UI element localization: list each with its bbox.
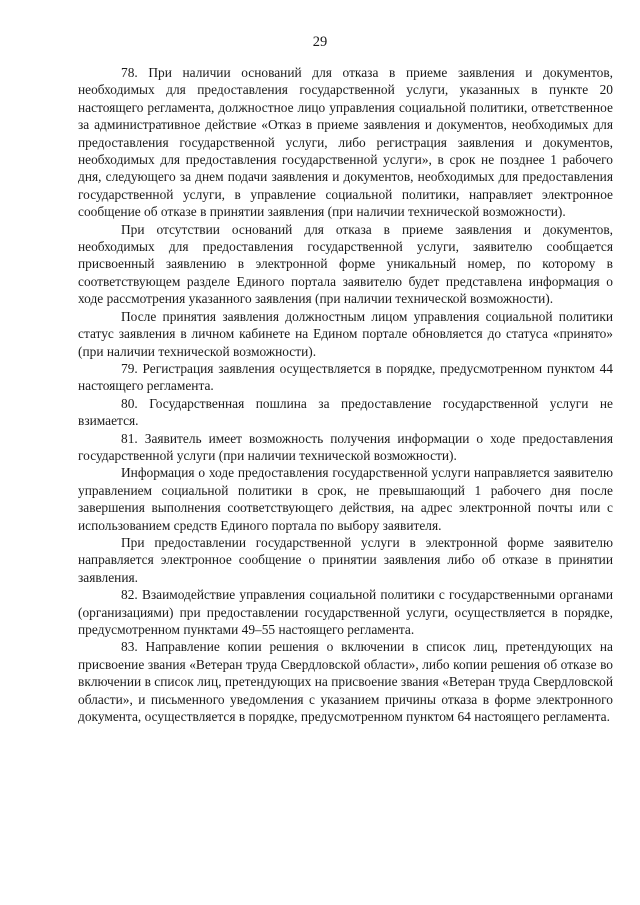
paragraph-81: 81. Заявитель имеет возможность получения информации о ходе предоставления государственной услуги (при наличии технической возможности). (78, 430, 613, 463)
paragraph-status-accepted: После принятия заявления должностным лицом управления социальной политики статус заявления в личном кабинете на Едином портале обновляется до статуса «принято» (при наличии технической возможности). (78, 308, 613, 359)
paragraph-82: 82. Взаимодействие управления социальной политики с государственными органами (организациями) при предоставлении государственной услуги, осуществляется в порядке, предусмотренном пунктами 49–55 настоящего регламента. (78, 587, 613, 637)
paragraph-79: 79. Регистрация заявления осуществляется в порядке, предусмотренном пунктом 44 настоящего регламента. (78, 360, 613, 394)
paragraph-electronic-form: При предоставлении государственной услуги в электронной форме заявителю направляется электронное сообщение о принятии заявления либо об отказе в принятии заявления. (78, 534, 613, 585)
paragraph-78: 78. При наличии оснований для отказа в приеме заявления и документов, необходимых для предоставления государственной услуги, указанных в пункте 20 настоящего регламента, должностное лицо управления социальной политики, ответственное за административное действие «Отказ в приеме заявления и документов, необходимых для предоставления государственной услуги, либо регистрация заявления и документов, необходимых для предоставления государственной услуги», в срок не позднее 1 рабочего дня, следующего за днем подачи заявления и документов, необходимых для предоставления государственной услуги, в управление социальной политики, направляет электронное сообщение об отказе в принятии заявления (при наличии технической возможности). (78, 65, 613, 220)
page-number: 29 (312, 34, 328, 50)
paragraph-80: 80. Государственная пошлина за предоставление государственной услуги не взимается. (78, 395, 613, 429)
paragraph-no-refusal-grounds: При отсутствии оснований для отказа в приеме заявления и документов, необходимых для предоставления государственной услуги, заявителю сообщается присвоенный заявлению в электронной форме уникальный номер, по которому в соответствующем разделе Единого портала заявителю будет представлена информация о ходе рассмотрения указанного заявления (при наличии технической возможности). (78, 221, 613, 307)
paragraph-83: 83. Направление копии решения о включении в список лиц, претендующих на присвоение звания «Ветеран труда Свердловской области», либо копии решения об отказе во включении в список лиц, претендующих на присвоение звания «Ветеран труда Свердловской области», и письменного уведомления с указанием причины отказа в форме электронного документа, осуществляется в порядке, предусмотренном пунктом 64 настоящего регламента. (78, 639, 613, 725)
document-body (78, 64, 613, 725)
paragraph-progress-info: Информация о ходе предоставления государственной услуги направляется заявителю управлением социальной политики в срок, не превышающий 1 рабочего дня после завершения выполнения соответствующего действия, на адрес электронной почты или с использованием средств Единого портала по выбору заявителя. (78, 465, 613, 533)
